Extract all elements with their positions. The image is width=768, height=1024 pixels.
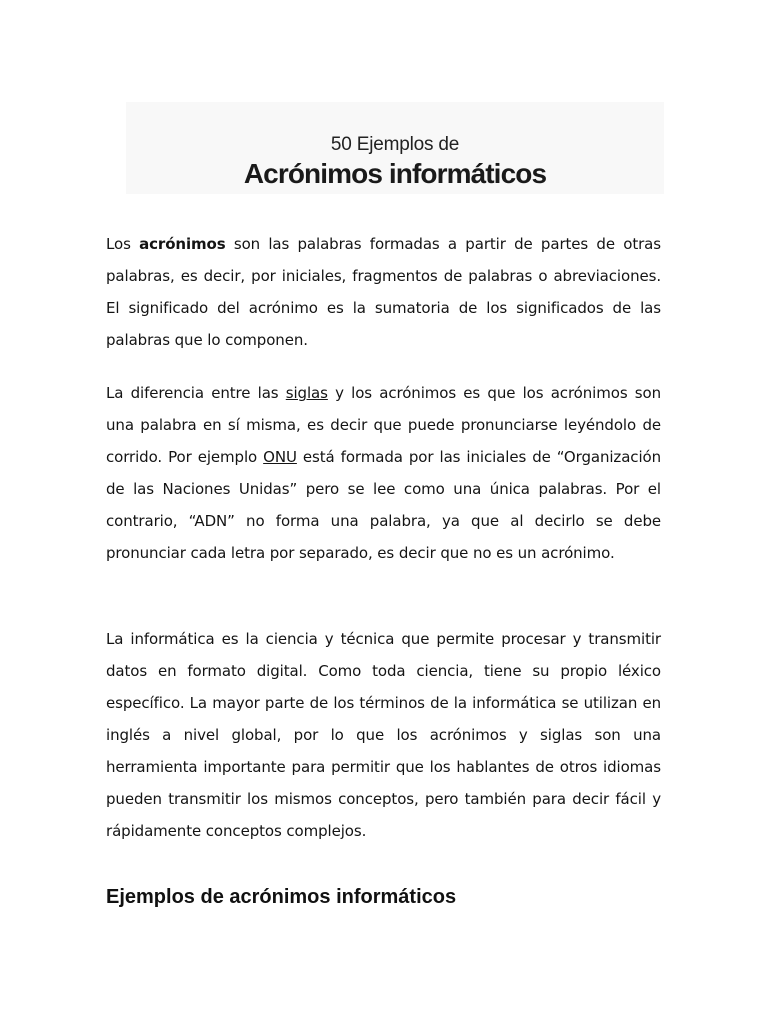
difference-text-middle: y los acrónimos es que los acrónimos son una palabra en sí misma, es decir que puede pronunciarse leyéndolo de corrido. Por ejemplo	[106, 384, 661, 466]
difference-text-end: está formada por las iniciales de “Organización de las Naciones Unidas” pero se lee como una única palabras. Por el contrario, “ADN” no forma una palabra, ya que al decirlo se debe pronunciar cada letra por separado, es decir que no es un acrónimo.	[106, 448, 661, 562]
difference-text-start: La diferencia entre las	[106, 384, 286, 402]
page-title: Acrónimos informáticos	[243, 158, 547, 189]
onu-link[interactable]: ONU	[263, 448, 297, 466]
title-banner	[126, 102, 664, 194]
siglas-link[interactable]: siglas	[285, 384, 328, 402]
page-subtitle: 50 Ejemplos de	[330, 134, 460, 155]
informatics-paragraph: La informática es la ciencia y técnica que permite procesar y transmitir datos en formato digital. Como toda ciencia, tiene su propio léxico específico. La mayor parte de los términos de la informática se utilizan en inglés a nivel global, por lo que los acrónimos y siglas son una herramienta importante para permitir que los hablantes de otros idiomas pueden transmitir los mismos conceptos, pero también para decir fácil y rápidamente conceptos complejos.	[106, 630, 661, 840]
intro-text-rest: son las palabras formadas a partir de partes de otras palabras, es decir, por iniciales, fragmentos de palabras o abreviaciones. El significado del acrónimo es la sumatoria de los significados de las palabras que lo componen.	[106, 235, 661, 349]
intro-text-start: Los	[106, 235, 140, 253]
section-heading: Ejemplos de acrónimos informáticos	[106, 886, 457, 908]
intro-paragraph	[106, 228, 661, 356]
difference-paragraph	[106, 377, 661, 569]
bold-term-acronimos: acrónimos	[139, 235, 226, 253]
